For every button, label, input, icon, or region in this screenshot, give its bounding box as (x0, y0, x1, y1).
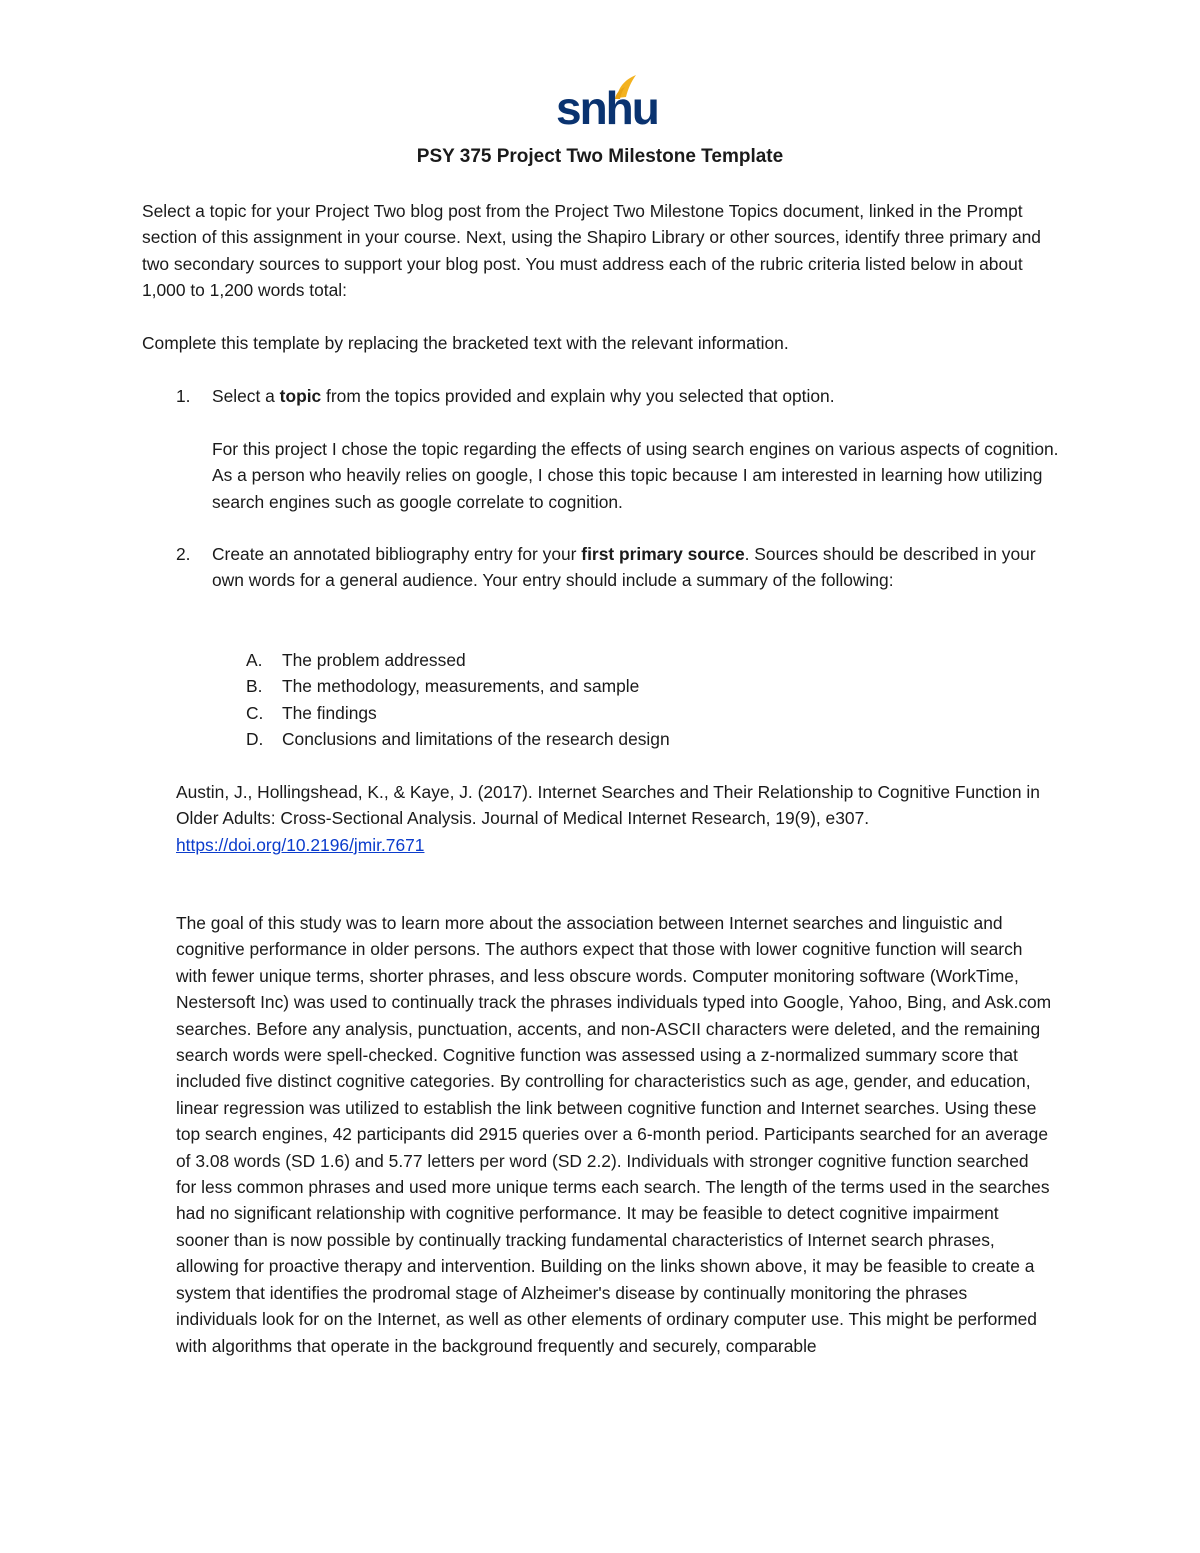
sub-item-b: B. The methodology, measurements, and sample (246, 676, 640, 696)
doi-link[interactable]: https://doi.org/10.2196/jmir.7671 (176, 834, 425, 855)
list-item-text: Select a topic from the topics provided and explain why you selected that option. (212, 386, 835, 406)
topic-answer: For this project I chose the topic regarding the effects of using search engines on various aspects of cognition. As a person who heavily relies on google, I chose this topic because I am interested in learning how utilizing search engines such as google correlate to cognition. (212, 439, 1059, 512)
logo-wordmark: snhu (556, 82, 658, 134)
instruction-paragraph: Complete this template by replacing the bracketed text with the relevant information. (142, 333, 789, 353)
snhu-logo (556, 74, 658, 134)
page-title: PSY 375 Project Two Milestone Template (416, 146, 784, 167)
list-item-text: Create an annotated bibliography entry for your first primary source. Sources should be described in your own words for a general audience. Your entry should include a summary of the following: (212, 544, 1036, 591)
citation (176, 779, 1062, 858)
list-item-number: 1. (176, 386, 191, 406)
list-item-number: 2. (176, 544, 191, 564)
sub-item-d: D. Conclusions and limitations of the research design (246, 729, 670, 749)
list-item-1 (176, 383, 1062, 409)
sub-item-c: C. The findings (246, 703, 377, 723)
sub-item-a: A. The problem addressed (246, 650, 466, 670)
summary-paragraph: The goal of this study was to learn more about the association between Internet searches and linguistic and cognitive performance in older persons. The authors expect that those with lower cognitive function will search with fewer unique terms, shorter phrases, and less obscure words. Computer monitoring software (WorkTime, Nestersoft Inc) was used to continually track the phrases individuals typed into Google, Yahoo, Bing, and Ask.com searches. Before any analysis, punctuation, accents, and non-ASCII characters were deleted, and the remaining search words were spell-checked. Cognitive function was assessed using a z-normalized summary score that included five distinct cognitive categories. By controlling for characteristics such as age, gender, and education, linear regression was utilized to establish the link between cognitive function and Internet searches. Using these top search engines, 42 participants did 2915 queries over a 6-month period. Participants searched for an average of 3.08 words (SD 1.6) and 5.77 letters per word (SD 2.2). Individuals with stronger cognitive function searched for less common phrases and used more unique terms each search. The length of the terms used in the searches had no significant relationship with cognitive performance. It may be feasible to detect cognitive impairment sooner than is now possible by continually tracking fundamental characteristics of Internet search phrases, allowing for proactive therapy and intervention. Building on the links shown above, it may be feasible to create a system that identifies the prodromal stage of Alzheimer's disease by continually monitoring the phrases individuals look for on the Internet, as well as other elements of ordinary computer use. This might be performed with algorithms that operate in the background frequently and securely, comparable (176, 913, 1052, 1356)
list-item-2 (176, 541, 1062, 594)
intro-paragraph: Select a topic for your Project Two blog post from the Project Two Milestone Topics document, linked in the Prompt section of this assignment in your course. Next, using the Shapiro Library or other sources, identify three primary and two secondary sources to support your blog post. You must address each of the rubric criteria listed below in about 1,000 to 1,200 words total: (142, 201, 1041, 301)
citation-text: Austin, J., Hollingshead, K., & Kaye, J. (2017). Internet Searches and Their Relationship to Cognitive Function in Older Adults: Cross-Sectional Analysis. Journal of Medical Internet Research, 19(9), e307. (176, 782, 1040, 829)
